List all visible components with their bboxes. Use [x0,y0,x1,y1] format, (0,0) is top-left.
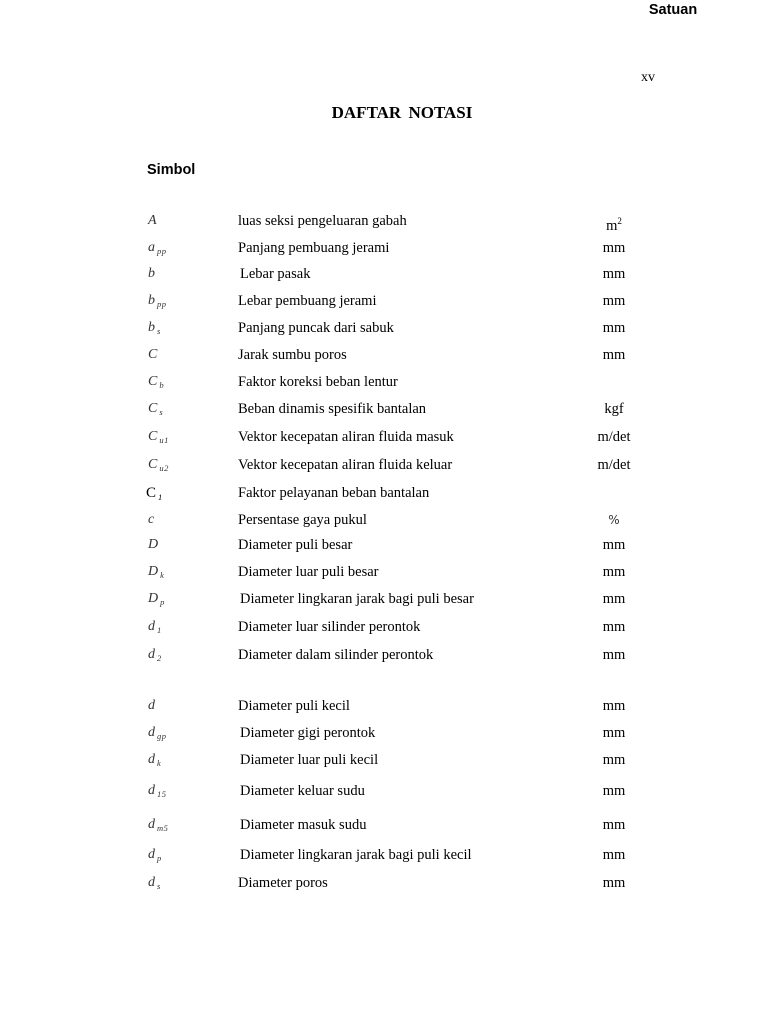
notation-symbol: A [148,213,157,228]
notation-description: Diameter lingkaran jarak bagi puli kecil [240,847,472,863]
notation-row [0,483,768,503]
notation-unit: mm [602,564,626,580]
notation-description: Diameter luar puli besar [238,564,379,580]
notation-symbol: c [148,512,155,527]
notation-description: Panjang puncak dari sabuk [238,320,394,336]
notation-symbol: d $_k$ [148,752,162,768]
notation-symbol: C [148,347,158,362]
notation-description: Diameter gigi perontok [240,725,376,741]
notation-unit: mm [602,293,626,309]
notation-row [0,510,768,530]
notation-unit: mm [602,619,626,635]
notation-unit: m/det [597,457,631,473]
notation-unit: mm [602,320,626,336]
notation-row [0,399,768,419]
notation-symbol: C $_s$ [148,401,164,417]
notation-row [0,617,768,637]
notation-description: Panjang pembuang jerami [238,240,390,256]
notation-row [0,815,768,835]
notation-symbol: d $_{m5}$ [148,817,169,833]
notation-description: Faktor koreksi beban lentur [238,374,398,390]
notation-row [0,264,768,284]
notation-symbol: d [148,698,155,713]
notation-symbol: D $_k$ [148,564,165,580]
notation-row [0,873,768,893]
notation-symbol: d $_{15}$ [148,783,167,799]
notation-unit: mm [602,783,626,799]
notation-unit: mm [602,817,626,833]
notation-description: Diameter poros [238,875,328,891]
notation-description: Lebar pasak [240,266,311,282]
notation-unit: kgf [604,401,624,417]
notation-description: Diameter luar silinder perontok [238,619,421,635]
notation-unit: mm [602,875,626,891]
notation-unit: $m^2$ [606,216,622,234]
notation-row [0,318,768,338]
notation-symbol: a $_{pp}$ [148,240,167,256]
notation-unit: mm [602,266,626,282]
notation-description: Persentase gaya pukul [238,512,367,528]
notation-description: Diameter lingkaran jarak bagi puli besar [240,591,474,607]
notation-row [0,372,768,392]
notation-row [0,345,768,365]
notation-description: Lebar pembuang jerami [238,293,377,309]
notation-description: Vektor kecepatan aliran fluida masuk [238,429,454,445]
notation-symbol: b $_s$ [148,320,161,336]
notation-symbol: D [148,537,159,552]
notation-symbol: C $_{u2}$ [148,457,169,473]
notation-row [0,535,768,555]
notation-symbol: d $_1$ [148,619,162,635]
notation-row [0,645,768,665]
notation-row [0,781,768,801]
page-number: xv [641,70,655,85]
notation-row [0,427,768,447]
notation-row [0,238,768,258]
notation-symbol: d $_{gp}$ [148,725,167,741]
notation-description: Diameter puli besar [238,537,353,553]
notation-description: Diameter masuk sudu [240,817,367,833]
notation-description: Diameter keluar sudu [240,783,365,799]
notation-unit: mm [602,537,626,553]
notation-row [0,723,768,743]
notation-row [0,589,768,609]
notation-unit: % [608,513,620,527]
notation-description: Diameter dalam silinder perontok [238,647,434,663]
notation-symbol: C $_1$ [146,485,163,502]
notation-symbol: C $_{u1}$ [148,429,169,445]
unit-column-header: Satuan [648,2,698,18]
notation-row [0,562,768,582]
page-title: DAFTAR NOTASI [331,103,473,122]
notation-symbol: D $_p$ [148,591,165,607]
notation-symbol: b $_{pp}$ [148,293,167,309]
symbol-column-header: Simbol [147,162,196,178]
notation-description: Jarak sumbu poros [238,347,347,363]
notation-unit: mm [602,591,626,607]
notation-row [0,845,768,865]
notation-description: Diameter luar puli kecil [240,752,379,768]
notation-row [0,291,768,311]
notation-unit: mm [602,698,626,714]
notation-unit: mm [602,240,626,256]
notation-description: Faktor pelayanan beban bantalan [238,485,430,501]
notation-unit: mm [602,847,626,863]
notation-symbol: C $_b$ [148,374,165,390]
notation-unit: m/det [597,429,631,445]
notation-description: Diameter puli kecil [238,698,350,714]
notation-unit: mm [602,752,626,768]
notation-description: Beban dinamis spesifik bantalan [238,401,427,417]
notation-unit: mm [602,347,626,363]
notation-symbol: b [148,266,155,281]
notation-description: luas seksi pengeluaran gabah [238,213,407,229]
notation-unit: mm [602,647,626,663]
notation-row [0,455,768,475]
notation-symbol: d $_2$ [148,647,162,663]
notation-row [0,696,768,716]
notation-description: Vektor kecepatan aliran fluida keluar [238,457,453,473]
notation-symbol: d $_p$ [148,847,162,863]
notation-row [0,750,768,770]
notation-symbol: d $_s$ [148,875,161,891]
notation-unit: mm [602,725,626,741]
notation-row [0,211,768,234]
